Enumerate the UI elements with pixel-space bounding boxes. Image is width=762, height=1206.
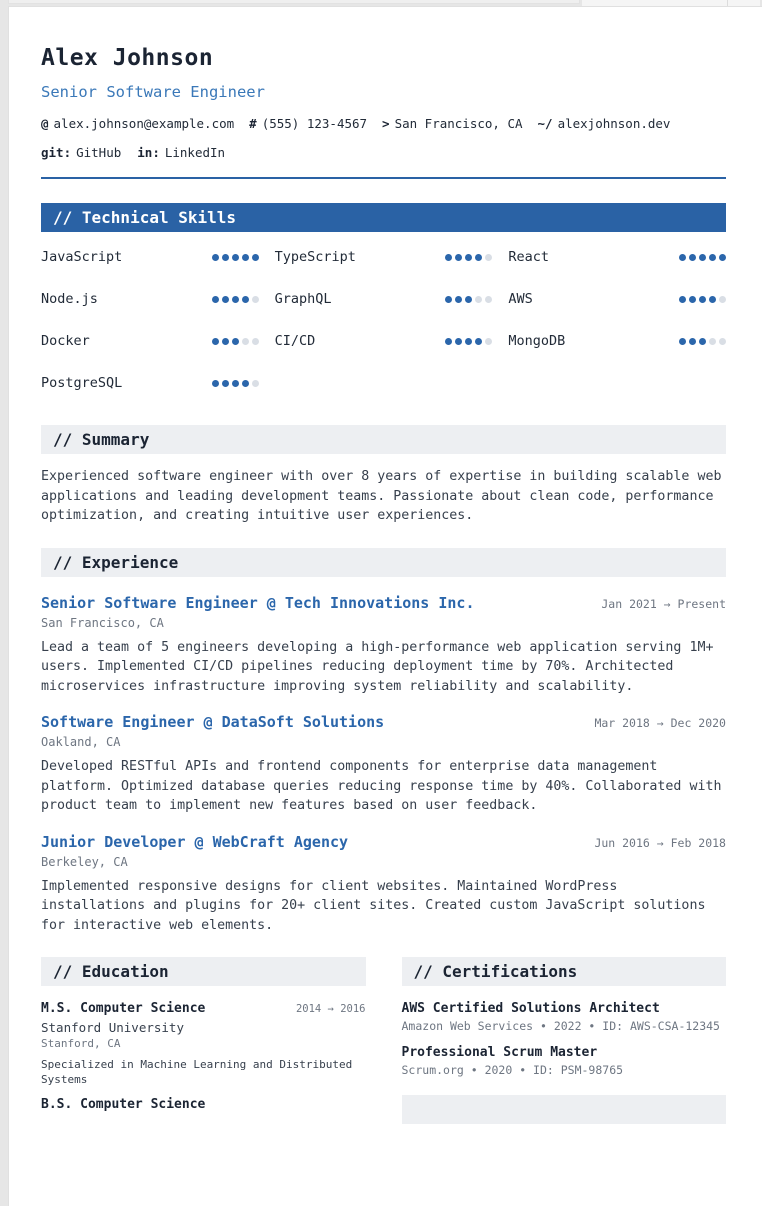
skill-name: MongoDB xyxy=(508,333,566,349)
section-title-experience: // Experience xyxy=(53,552,179,572)
skill-level-dots xyxy=(445,338,492,345)
certification-entry xyxy=(402,1001,727,1033)
experience-entry xyxy=(41,595,726,697)
section-header-education xyxy=(41,957,366,986)
skill-item xyxy=(275,288,493,310)
education-entry-head xyxy=(41,1097,366,1112)
resume-name: Alex Johnson xyxy=(41,45,214,71)
skill-item xyxy=(508,288,726,310)
job-title: Software Engineer @ DataSoft Solutions xyxy=(41,713,385,731)
job-location: Berkeley, CA xyxy=(41,854,128,869)
job-title: Junior Developer @ WebCraft Agency xyxy=(41,832,349,851)
skill-name: PostgreSQL xyxy=(41,375,123,391)
skill-item xyxy=(508,330,726,352)
github-link-item xyxy=(41,144,121,161)
contact-website xyxy=(538,115,671,132)
education-degree: M.S. Computer Science xyxy=(41,1001,206,1016)
linkedin-icon: in: xyxy=(137,145,160,160)
experience-entry-head xyxy=(41,714,726,730)
contact-row xyxy=(41,115,726,132)
skill-item xyxy=(508,246,726,268)
skill-name: GraphQL xyxy=(274,291,332,307)
website-icon: ~/ xyxy=(537,116,553,131)
skill-item xyxy=(41,372,259,394)
section-title-certifications: // Certifications xyxy=(413,962,578,981)
skill-item xyxy=(41,330,259,352)
education-school: Stanford University xyxy=(41,1020,184,1035)
certification-meta: Scrum.org • 2020 • ID: PSM-98765 xyxy=(401,1063,624,1077)
skill-level-dots xyxy=(212,254,259,261)
certifications-column xyxy=(402,957,727,1124)
experience-entry-head xyxy=(41,834,726,850)
job-description: Lead a team of 5 engineers developing a high-performance web application serving 1M+ users. Implemented CI/CD pipelines reducing deployment time by 70%. Architected microservices infrastructure improving system reliability and scalability. xyxy=(41,639,714,694)
toolbar-remnant-left xyxy=(8,0,580,4)
section-header-certifications xyxy=(402,957,727,986)
contact-location-text: San Francisco, CA xyxy=(394,116,523,131)
skill-name: Docker xyxy=(41,333,90,349)
education-location: Stanford, CA xyxy=(41,1037,121,1050)
section-header-technical-skills xyxy=(41,203,726,232)
job-description: Developed RESTful APIs and frontend components for enterprise data management platform. Optimized database queries reducing response time by 40%. Collaborated with product team to implement new features based on user feedback. xyxy=(41,759,722,813)
skill-item xyxy=(41,246,259,268)
skill-level-dots xyxy=(679,338,726,345)
experience-entry-head xyxy=(41,595,726,611)
git-icon: git: xyxy=(41,145,72,160)
contact-location xyxy=(382,115,522,132)
skill-level-dots xyxy=(212,338,259,345)
skill-name: Node.js xyxy=(41,291,98,307)
skill-level-dots xyxy=(445,296,492,303)
job-location: Oakland, CA xyxy=(41,735,121,749)
section-title-technical-skills: // Technical Skills xyxy=(53,208,237,227)
skill-level-dots xyxy=(679,296,726,303)
contact-website-text: alexjohnson.dev xyxy=(557,116,671,131)
resume-page xyxy=(8,6,762,1206)
education-note: Specialized in Machine Learning and Distributed Systems xyxy=(41,1058,353,1086)
skill-name: React xyxy=(508,249,549,265)
skill-level-dots xyxy=(679,254,726,261)
skill-name: TypeScript xyxy=(274,249,356,265)
header-divider xyxy=(41,177,726,179)
contact-phone-text: (555) 123-4567 xyxy=(261,116,368,131)
contact-email-text: alex.johnson@example.com xyxy=(53,116,235,131)
certification-meta: Amazon Web Services • 2022 • ID: AWS-CSA-12345 xyxy=(401,1019,720,1033)
section-title-summary: // Summary xyxy=(53,430,150,449)
skill-level-dots xyxy=(212,380,259,387)
contact-phone xyxy=(249,115,367,132)
summary-text: Experienced software engineer with over 8 years of expertise in building scalable web applications and leading development teams. Passionate about clean code, performance optimization, and creating intuitive user experiences. xyxy=(41,469,722,523)
section-header-summary xyxy=(41,425,726,454)
job-description: Implemented responsive designs for client websites. Maintained WordPress installations and plugins for 20+ client sites. Created custom JavaScript solutions for interactive web elements. xyxy=(41,878,706,933)
skill-name: JavaScript xyxy=(41,249,123,265)
github-link[interactable]: GitHub xyxy=(76,145,122,160)
skill-item xyxy=(275,330,493,352)
experience-entry xyxy=(41,834,726,936)
job-dates: Jun 2016 → Feb 2018 xyxy=(594,835,726,850)
skills-grid xyxy=(41,246,726,394)
email-icon: @ xyxy=(41,116,49,131)
certification-name: AWS Certified Solutions Architect xyxy=(401,1001,660,1016)
skill-name: CI/CD xyxy=(274,333,316,349)
bottom-two-column xyxy=(41,957,726,1124)
job-location: San Francisco, CA xyxy=(41,615,164,630)
linkedin-link-item xyxy=(137,144,225,161)
education-entry-head xyxy=(41,1001,366,1016)
resume-job-title: Senior Software Engineer xyxy=(41,83,265,101)
job-title: Senior Software Engineer @ Tech Innovations Inc. xyxy=(41,593,475,612)
education-degree: B.S. Computer Science xyxy=(41,1097,206,1112)
education-entry-cutoff xyxy=(41,1097,366,1112)
education-dates: 2014 → 2016 xyxy=(295,1003,366,1015)
skill-item xyxy=(275,246,493,268)
phone-icon: # xyxy=(249,116,257,131)
skill-name: AWS xyxy=(508,291,533,307)
job-dates: Mar 2018 → Dec 2020 xyxy=(594,716,726,730)
location-icon: > xyxy=(382,116,390,131)
section-header-experience xyxy=(41,548,726,577)
skill-level-dots xyxy=(212,296,259,303)
job-dates: Jan 2021 → Present xyxy=(601,596,726,611)
section-header-cutoff xyxy=(402,1095,727,1124)
skill-item xyxy=(41,288,259,310)
certification-entry xyxy=(402,1045,727,1077)
education-entry xyxy=(41,1001,366,1087)
skill-level-dots xyxy=(445,254,492,261)
links-row xyxy=(41,144,726,161)
education-column xyxy=(41,957,366,1124)
contact-email xyxy=(41,115,234,132)
experience-entry xyxy=(41,714,726,816)
linkedin-link[interactable]: LinkedIn xyxy=(164,145,226,160)
certification-name: Professional Scrum Master xyxy=(401,1045,598,1060)
section-title-education: // Education xyxy=(53,962,169,981)
